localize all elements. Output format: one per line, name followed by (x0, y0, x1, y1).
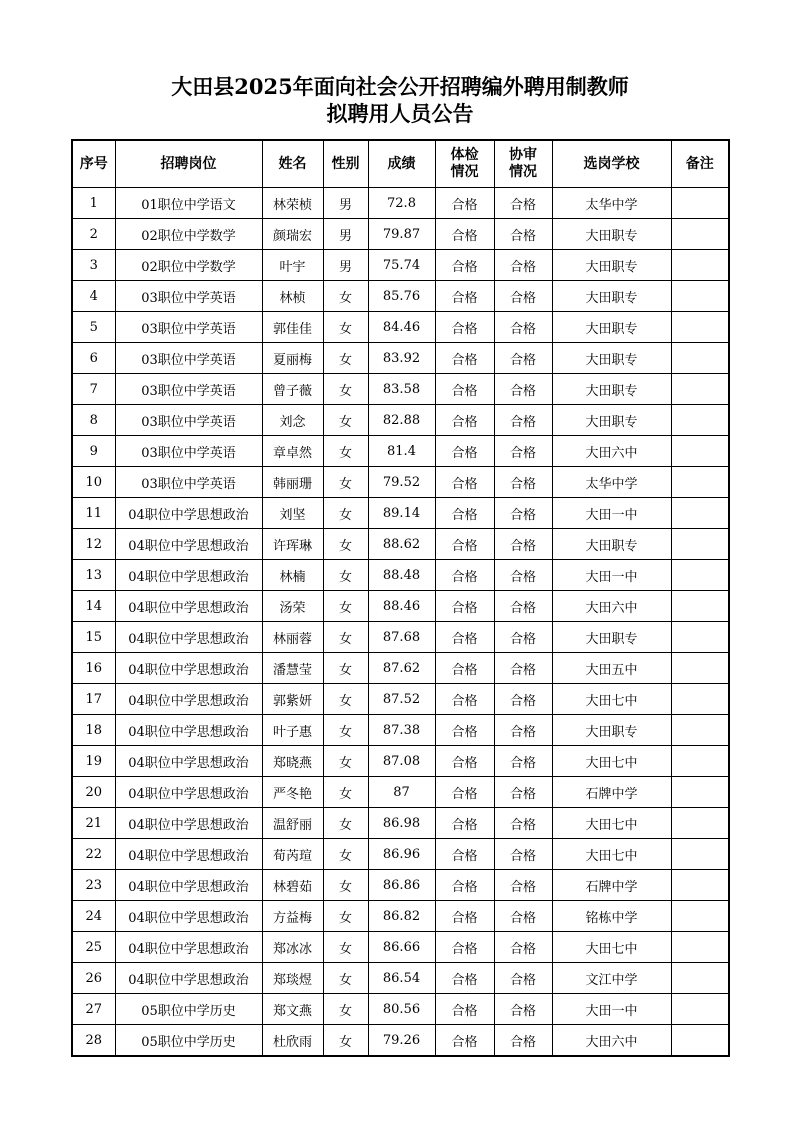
header-seq: 序号 (72, 140, 115, 188)
cell-school: 大田五中 (552, 653, 671, 684)
cell-name: 林桢 (262, 281, 323, 312)
cell-gender: 女 (323, 498, 368, 529)
cell-gender: 女 (323, 591, 368, 622)
header-school: 选岗学校 (552, 140, 671, 188)
cell-physical: 合格 (435, 622, 494, 653)
cell-school: 大田一中 (552, 498, 671, 529)
cell-school: 大田七中 (552, 746, 671, 777)
cell-score: 88.46 (368, 591, 435, 622)
cell-position: 05职位中学历史 (115, 994, 262, 1025)
cell-review: 合格 (494, 529, 552, 560)
cell-remark (671, 498, 729, 529)
cell-seq: 8 (72, 405, 115, 436)
table-row (72, 1025, 729, 1057)
table-row (72, 653, 729, 684)
table-row (72, 746, 729, 777)
cell-name: 许珲琳 (262, 529, 323, 560)
header-physical (435, 140, 494, 188)
cell-position: 04职位中学思想政治 (115, 870, 262, 901)
header-review-line2: 情况 (509, 164, 537, 180)
header-name: 姓名 (262, 140, 323, 188)
cell-score: 82.88 (368, 405, 435, 436)
cell-gender: 女 (323, 901, 368, 932)
cell-name: 曾子薇 (262, 374, 323, 405)
notice-subtitle: 拟聘用人员公告 (326, 101, 474, 126)
cell-seq: 16 (72, 653, 115, 684)
cell-score: 79.52 (368, 467, 435, 498)
cell-score: 89.14 (368, 498, 435, 529)
cell-review: 合格 (494, 467, 552, 498)
cell-school: 大田职专 (552, 374, 671, 405)
cell-seq: 11 (72, 498, 115, 529)
cell-physical: 合格 (435, 436, 494, 467)
cell-school: 大田职专 (552, 405, 671, 436)
cell-school: 大田七中 (552, 808, 671, 839)
cell-score: 87.08 (368, 746, 435, 777)
cell-position: 03职位中学英语 (115, 436, 262, 467)
cell-score: 87.68 (368, 622, 435, 653)
cell-name: 郑晓燕 (262, 746, 323, 777)
cell-physical: 合格 (435, 529, 494, 560)
cell-school: 大田职专 (552, 343, 671, 374)
cell-physical: 合格 (435, 715, 494, 746)
cell-position: 04职位中学思想政治 (115, 963, 262, 994)
cell-gender: 女 (323, 622, 368, 653)
cell-seq: 13 (72, 560, 115, 591)
cell-review: 合格 (494, 405, 552, 436)
cell-position: 04职位中学思想政治 (115, 560, 262, 591)
cell-remark (671, 653, 729, 684)
cell-name: 郑冰冰 (262, 932, 323, 963)
cell-physical: 合格 (435, 591, 494, 622)
cell-review: 合格 (494, 436, 552, 467)
cell-school: 大田六中 (552, 436, 671, 467)
cell-remark (671, 839, 729, 870)
cell-name: 叶子惠 (262, 715, 323, 746)
cell-physical: 合格 (435, 746, 494, 777)
table-row (72, 312, 729, 343)
cell-score: 87.52 (368, 684, 435, 715)
table-row (72, 591, 729, 622)
cell-score: 86.98 (368, 808, 435, 839)
cell-name: 林荣桢 (262, 188, 323, 219)
cell-seq: 26 (72, 963, 115, 994)
cell-gender: 女 (323, 870, 368, 901)
table-row (72, 808, 729, 839)
cell-physical: 合格 (435, 560, 494, 591)
cell-seq: 25 (72, 932, 115, 963)
cell-school: 大田六中 (552, 591, 671, 622)
cell-seq: 15 (72, 622, 115, 653)
cell-school: 大田职专 (552, 312, 671, 343)
cell-score: 86.82 (368, 901, 435, 932)
cell-seq: 27 (72, 994, 115, 1025)
cell-seq: 4 (72, 281, 115, 312)
cell-physical: 合格 (435, 839, 494, 870)
table-row (72, 932, 729, 963)
cell-gender: 女 (323, 746, 368, 777)
notice-title: 大田县2025年面向社会公开招聘编外聘用制教师 (171, 74, 629, 99)
cell-position: 04职位中学思想政治 (115, 684, 262, 715)
cell-review: 合格 (494, 250, 552, 281)
table-header-row (72, 140, 729, 188)
header-gender: 性别 (323, 140, 368, 188)
table-row (72, 436, 729, 467)
cell-name: 汤荣 (262, 591, 323, 622)
cell-score: 83.92 (368, 343, 435, 374)
cell-name: 温舒丽 (262, 808, 323, 839)
cell-name: 郭紫妍 (262, 684, 323, 715)
cell-physical: 合格 (435, 777, 494, 808)
cell-remark (671, 467, 729, 498)
cell-review: 合格 (494, 870, 552, 901)
cell-score: 80.56 (368, 994, 435, 1025)
cell-position: 04职位中学思想政治 (115, 622, 262, 653)
cell-position: 03职位中学英语 (115, 374, 262, 405)
cell-score: 75.74 (368, 250, 435, 281)
cell-physical: 合格 (435, 219, 494, 250)
cell-review: 合格 (494, 591, 552, 622)
cell-remark (671, 994, 729, 1025)
cell-gender: 女 (323, 374, 368, 405)
cell-remark (671, 622, 729, 653)
cell-gender: 女 (323, 777, 368, 808)
header-physical-line2: 情况 (450, 164, 479, 180)
cell-physical: 合格 (435, 405, 494, 436)
cell-position: 03职位中学英语 (115, 405, 262, 436)
cell-school: 石牌中学 (552, 777, 671, 808)
cell-name: 林丽蓉 (262, 622, 323, 653)
cell-score: 83.58 (368, 374, 435, 405)
cell-review: 合格 (494, 653, 552, 684)
header-review-line1: 协审 (509, 147, 537, 163)
cell-position: 04职位中学思想政治 (115, 839, 262, 870)
cell-gender: 女 (323, 808, 368, 839)
table-row (72, 529, 729, 560)
cell-seq: 9 (72, 436, 115, 467)
cell-name: 夏丽梅 (262, 343, 323, 374)
cell-position: 03职位中学英语 (115, 343, 262, 374)
cell-remark (671, 684, 729, 715)
cell-school: 铭栋中学 (552, 901, 671, 932)
cell-review: 合格 (494, 684, 552, 715)
cell-gender: 女 (323, 312, 368, 343)
cell-gender: 女 (323, 467, 368, 498)
cell-score: 88.62 (368, 529, 435, 560)
cell-position: 02职位中学数学 (115, 250, 262, 281)
cell-school: 文江中学 (552, 963, 671, 994)
cell-remark (671, 870, 729, 901)
cell-physical: 合格 (435, 498, 494, 529)
cell-remark (671, 560, 729, 591)
cell-gender: 女 (323, 560, 368, 591)
cell-gender: 女 (323, 1025, 368, 1057)
cell-seq: 5 (72, 312, 115, 343)
header-position: 招聘岗位 (115, 140, 262, 188)
cell-name: 方益梅 (262, 901, 323, 932)
cell-gender: 女 (323, 932, 368, 963)
cell-gender: 女 (323, 653, 368, 684)
cell-physical: 合格 (435, 343, 494, 374)
cell-gender: 女 (323, 529, 368, 560)
cell-review: 合格 (494, 622, 552, 653)
table-row (72, 994, 729, 1025)
table-row (72, 870, 729, 901)
cell-review: 合格 (494, 343, 552, 374)
cell-review: 合格 (494, 312, 552, 343)
cell-score: 86.66 (368, 932, 435, 963)
cell-gender: 男 (323, 219, 368, 250)
header-physical-line1: 体检 (450, 147, 479, 163)
table-row (72, 963, 729, 994)
cell-seq: 14 (72, 591, 115, 622)
hiring-table (71, 139, 730, 1057)
cell-score: 72.8 (368, 188, 435, 219)
cell-remark (671, 715, 729, 746)
cell-position: 04职位中学思想政治 (115, 653, 262, 684)
cell-name: 郑文燕 (262, 994, 323, 1025)
table-row (72, 281, 729, 312)
cell-position: 03职位中学英语 (115, 312, 262, 343)
cell-remark (671, 746, 729, 777)
table-row (72, 560, 729, 591)
cell-seq: 7 (72, 374, 115, 405)
cell-review: 合格 (494, 901, 552, 932)
cell-review: 合格 (494, 839, 552, 870)
cell-physical: 合格 (435, 250, 494, 281)
cell-score: 85.76 (368, 281, 435, 312)
cell-school: 石牌中学 (552, 870, 671, 901)
cell-position: 05职位中学历史 (115, 1025, 262, 1057)
cell-seq: 3 (72, 250, 115, 281)
table-row (72, 219, 729, 250)
cell-physical: 合格 (435, 808, 494, 839)
cell-position: 01职位中学语文 (115, 188, 262, 219)
cell-score: 84.46 (368, 312, 435, 343)
cell-review: 合格 (494, 1025, 552, 1057)
table-row (72, 467, 729, 498)
cell-name: 林碧茹 (262, 870, 323, 901)
cell-remark (671, 436, 729, 467)
cell-school: 大田一中 (552, 560, 671, 591)
cell-score: 79.26 (368, 1025, 435, 1057)
table-row (72, 777, 729, 808)
header-score: 成绩 (368, 140, 435, 188)
cell-seq: 17 (72, 684, 115, 715)
cell-name: 林楠 (262, 560, 323, 591)
cell-physical: 合格 (435, 188, 494, 219)
cell-score: 87.38 (368, 715, 435, 746)
cell-seq: 6 (72, 343, 115, 374)
cell-school: 大田七中 (552, 932, 671, 963)
cell-remark (671, 591, 729, 622)
cell-position: 04职位中学思想政治 (115, 932, 262, 963)
cell-gender: 女 (323, 839, 368, 870)
cell-seq: 18 (72, 715, 115, 746)
cell-physical: 合格 (435, 312, 494, 343)
cell-review: 合格 (494, 281, 552, 312)
cell-remark (671, 405, 729, 436)
cell-remark (671, 963, 729, 994)
cell-remark (671, 529, 729, 560)
cell-school: 大田职专 (552, 281, 671, 312)
cell-gender: 女 (323, 281, 368, 312)
table-row (72, 343, 729, 374)
cell-position: 02职位中学数学 (115, 219, 262, 250)
cell-gender: 女 (323, 405, 368, 436)
cell-name: 荀芮瑄 (262, 839, 323, 870)
cell-review: 合格 (494, 715, 552, 746)
cell-remark (671, 932, 729, 963)
cell-score: 86.54 (368, 963, 435, 994)
cell-review: 合格 (494, 746, 552, 777)
cell-physical: 合格 (435, 653, 494, 684)
cell-position: 04职位中学思想政治 (115, 498, 262, 529)
cell-seq: 20 (72, 777, 115, 808)
cell-physical: 合格 (435, 1025, 494, 1057)
cell-physical: 合格 (435, 994, 494, 1025)
cell-review: 合格 (494, 188, 552, 219)
cell-remark (671, 312, 729, 343)
cell-physical: 合格 (435, 901, 494, 932)
cell-name: 严冬艳 (262, 777, 323, 808)
cell-physical: 合格 (435, 963, 494, 994)
cell-position: 04职位中学思想政治 (115, 777, 262, 808)
cell-score: 81.4 (368, 436, 435, 467)
cell-gender: 女 (323, 684, 368, 715)
cell-physical: 合格 (435, 932, 494, 963)
cell-position: 03职位中学英语 (115, 281, 262, 312)
cell-position: 03职位中学英语 (115, 467, 262, 498)
table-row (72, 250, 729, 281)
cell-score: 88.48 (368, 560, 435, 591)
cell-school: 大田七中 (552, 684, 671, 715)
cell-review: 合格 (494, 219, 552, 250)
cell-score: 79.87 (368, 219, 435, 250)
cell-position: 04职位中学思想政治 (115, 529, 262, 560)
cell-review: 合格 (494, 963, 552, 994)
cell-school: 大田职专 (552, 219, 671, 250)
cell-remark (671, 188, 729, 219)
cell-remark (671, 901, 729, 932)
cell-name: 颜瑞宏 (262, 219, 323, 250)
cell-physical: 合格 (435, 281, 494, 312)
table-row (72, 901, 729, 932)
cell-seq: 23 (72, 870, 115, 901)
cell-position: 04职位中学思想政治 (115, 901, 262, 932)
cell-name: 章卓然 (262, 436, 323, 467)
cell-remark (671, 777, 729, 808)
cell-school: 太华中学 (552, 188, 671, 219)
cell-position: 04职位中学思想政治 (115, 808, 262, 839)
cell-remark (671, 219, 729, 250)
table-row (72, 498, 729, 529)
cell-school: 大田六中 (552, 1025, 671, 1057)
table-row (72, 715, 729, 746)
cell-review: 合格 (494, 560, 552, 591)
table-row (72, 188, 729, 219)
table-row (72, 622, 729, 653)
cell-seq: 2 (72, 219, 115, 250)
cell-remark (671, 250, 729, 281)
cell-review: 合格 (494, 994, 552, 1025)
cell-name: 叶宇 (262, 250, 323, 281)
cell-gender: 女 (323, 436, 368, 467)
cell-position: 04职位中学思想政治 (115, 591, 262, 622)
header-remark: 备注 (671, 140, 729, 188)
cell-name: 刘念 (262, 405, 323, 436)
table-row (72, 684, 729, 715)
cell-school: 大田职专 (552, 715, 671, 746)
cell-school: 太华中学 (552, 467, 671, 498)
cell-position: 04职位中学思想政治 (115, 746, 262, 777)
cell-name: 刘坚 (262, 498, 323, 529)
cell-review: 合格 (494, 374, 552, 405)
cell-seq: 28 (72, 1025, 115, 1057)
table-body (72, 188, 729, 1057)
cell-school: 大田职专 (552, 529, 671, 560)
header-review (494, 140, 552, 188)
cell-name: 潘慧莹 (262, 653, 323, 684)
cell-seq: 21 (72, 808, 115, 839)
cell-physical: 合格 (435, 870, 494, 901)
cell-gender: 女 (323, 715, 368, 746)
cell-gender: 男 (323, 188, 368, 219)
cell-school: 大田职专 (552, 622, 671, 653)
cell-seq: 12 (72, 529, 115, 560)
cell-school: 大田一中 (552, 994, 671, 1025)
cell-score: 87.62 (368, 653, 435, 684)
cell-score: 87 (368, 777, 435, 808)
cell-score: 86.96 (368, 839, 435, 870)
cell-name: 郭佳佳 (262, 312, 323, 343)
cell-school: 大田七中 (552, 839, 671, 870)
cell-review: 合格 (494, 808, 552, 839)
table-row (72, 374, 729, 405)
cell-name: 郑琰煜 (262, 963, 323, 994)
cell-school: 大田职专 (552, 250, 671, 281)
cell-gender: 女 (323, 963, 368, 994)
cell-seq: 19 (72, 746, 115, 777)
cell-gender: 男 (323, 250, 368, 281)
cell-gender: 女 (323, 343, 368, 374)
cell-remark (671, 808, 729, 839)
cell-review: 合格 (494, 932, 552, 963)
table-row (72, 405, 729, 436)
cell-seq: 22 (72, 839, 115, 870)
cell-remark (671, 374, 729, 405)
cell-review: 合格 (494, 498, 552, 529)
cell-seq: 10 (72, 467, 115, 498)
cell-seq: 24 (72, 901, 115, 932)
cell-position: 04职位中学思想政治 (115, 715, 262, 746)
cell-remark (671, 281, 729, 312)
cell-physical: 合格 (435, 467, 494, 498)
cell-physical: 合格 (435, 374, 494, 405)
table-row (72, 839, 729, 870)
cell-score: 86.86 (368, 870, 435, 901)
cell-name: 杜欣雨 (262, 1025, 323, 1057)
cell-gender: 女 (323, 994, 368, 1025)
cell-remark (671, 1025, 729, 1057)
cell-physical: 合格 (435, 684, 494, 715)
cell-name: 韩丽珊 (262, 467, 323, 498)
cell-remark (671, 343, 729, 374)
cell-seq: 1 (72, 188, 115, 219)
cell-review: 合格 (494, 777, 552, 808)
